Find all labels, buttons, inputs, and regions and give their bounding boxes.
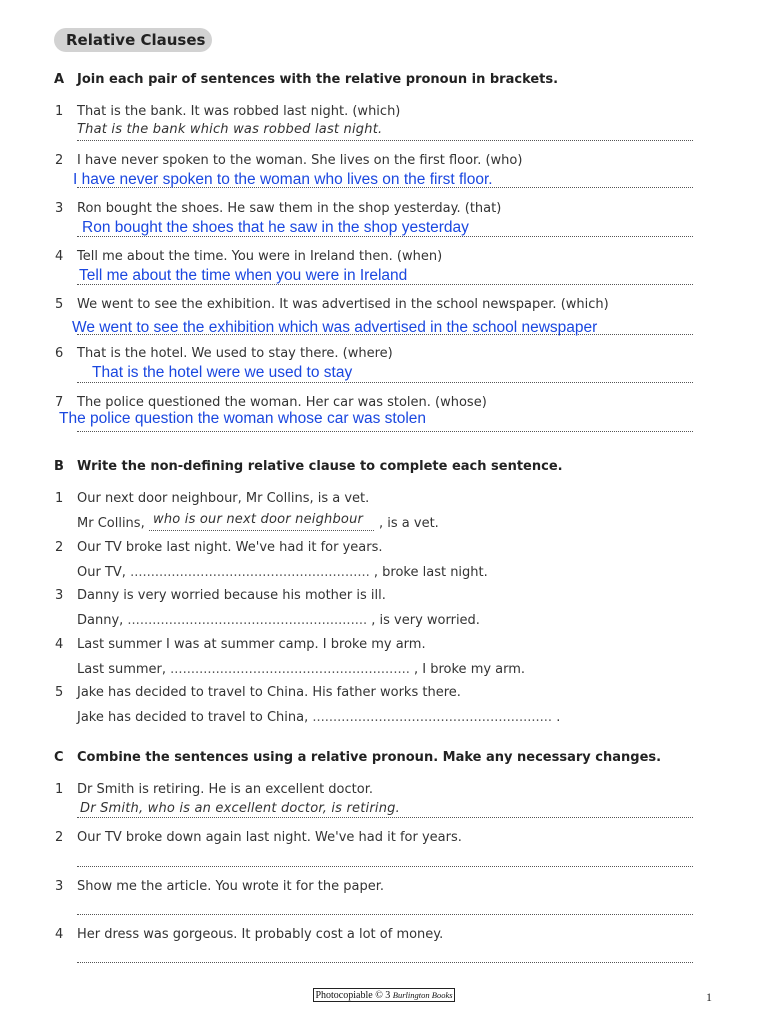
- a7-answer[interactable]: The police question the woman whose car was stolen: [59, 410, 427, 427]
- footer-copyright: © 3: [375, 990, 391, 1001]
- b2-number: 2: [55, 540, 64, 555]
- c2-answer-line[interactable]: [77, 866, 693, 867]
- b5-number: 5: [55, 685, 64, 700]
- a2-number: 2: [55, 153, 64, 168]
- c4-answer-line[interactable]: [77, 962, 693, 963]
- section-c-instruction: Combine the sentences using a relative pronoun. Make any necessary changes.: [77, 750, 662, 765]
- c1-answer[interactable]: Dr Smith, who is an excellent doctor, is retiring.: [80, 801, 400, 816]
- a1-question: That is the bank. It was robbed last night. (which): [77, 104, 401, 119]
- a5-question: We went to see the exhibition. It was advertised in the school newspaper. (which): [77, 297, 609, 312]
- b5-prefix: Jake has decided to travel to China,: [77, 710, 309, 725]
- section-b-instruction: Write the non-defining relative clause to complete each sentence.: [77, 459, 563, 474]
- a3-question: Ron bought the shoes. He saw them in the shop yesterday. (that): [77, 201, 502, 216]
- page-number: 1: [706, 990, 712, 1004]
- b3-prefix: Danny,: [77, 613, 124, 628]
- b1-prefix: Mr Collins,: [77, 516, 145, 531]
- b2-prefix: Our TV,: [77, 565, 126, 580]
- a1-number: 1: [55, 104, 64, 119]
- b3-question: Danny is very worried because his mother is ill.: [77, 588, 386, 603]
- a3-number: 3: [55, 201, 64, 216]
- b3-number: 3: [55, 588, 64, 603]
- a7-question: The police questioned the woman. Her car was stolen. (whose): [77, 395, 487, 410]
- section-c-letter: C: [54, 750, 64, 765]
- a7-answer-line: [77, 431, 693, 432]
- a4-question: Tell me about the time. You were in Ireland then. (when): [77, 249, 443, 264]
- a4-answer[interactable]: Tell me about the time when you were in Ireland: [79, 267, 408, 284]
- b4-number: 4: [55, 637, 64, 652]
- a5-number: 5: [55, 297, 64, 312]
- b5-suffix: .: [556, 710, 561, 725]
- section-a-instruction: Join each pair of sentences with the relative pronoun in brackets.: [77, 72, 559, 87]
- a2-question: I have never spoken to the woman. She lives on the first floor. (who): [77, 153, 523, 168]
- b1-answer[interactable]: who is our next door neighbour: [153, 512, 364, 527]
- c4-question: Her dress was gorgeous. It probably cost a lot of money.: [77, 927, 444, 942]
- a5-answer[interactable]: We went to see the exhibition which was advertised in the school newspaper: [72, 319, 598, 336]
- b1-question: Our next door neighbour, Mr Collins, is a vet.: [77, 491, 370, 506]
- b2-answer-dots[interactable]: ..........................................................: [130, 565, 370, 580]
- a7-number: 7: [55, 395, 64, 410]
- a3-answer[interactable]: Ron bought the shoes that he saw in the shop yesterday: [82, 219, 469, 236]
- b4-answer-dots[interactable]: ..........................................................: [170, 662, 410, 677]
- footer-photocopiable: Photocopiable: [315, 990, 373, 1001]
- b2-fill-line: [77, 565, 488, 580]
- c3-answer-line[interactable]: [77, 914, 693, 915]
- b3-answer-dots[interactable]: ..........................................................: [127, 613, 368, 628]
- c1-number: 1: [55, 782, 64, 797]
- b2-question: Our TV broke last night. We've had it for years.: [77, 540, 383, 555]
- c4-number: 4: [55, 927, 64, 942]
- c3-question: Show me the article. You wrote it for the paper.: [77, 879, 384, 894]
- section-a-letter: A: [54, 72, 65, 87]
- a6-answer-line: [77, 382, 693, 383]
- a6-number: 6: [55, 346, 64, 361]
- b4-prefix: Last summer,: [77, 662, 167, 677]
- a2-answer[interactable]: I have never spoken to the woman who lives on the first floor.: [73, 171, 493, 188]
- b5-fill-line: [77, 710, 560, 725]
- section-b-letter: B: [54, 459, 64, 474]
- worksheet-title: Relative Clauses: [54, 28, 212, 52]
- b1-number: 1: [55, 491, 64, 506]
- b5-answer-dots[interactable]: ..........................................................: [312, 710, 553, 725]
- b4-fill-line: [77, 662, 525, 677]
- a4-number: 4: [55, 249, 64, 264]
- b4-suffix: , I broke my arm.: [414, 662, 526, 677]
- a1-answer[interactable]: That is the bank which was robbed last night.: [77, 122, 383, 137]
- c3-number: 3: [55, 879, 64, 894]
- b4-question: Last summer I was at summer camp. I broke my arm.: [77, 637, 426, 652]
- b3-fill-line: [77, 613, 480, 628]
- c1-answer-line: [77, 817, 693, 818]
- b1-answer-line: [149, 530, 374, 531]
- a6-question: That is the hotel. We used to stay there. (where): [77, 346, 393, 361]
- footer-publisher: Burlington Books: [392, 990, 453, 1000]
- b5-question: Jake has decided to travel to China. His father works there.: [77, 685, 461, 700]
- b3-suffix: , is very worried.: [371, 613, 480, 628]
- a1-answer-line: [77, 140, 693, 141]
- b1-suffix: , is a vet.: [379, 516, 439, 531]
- c1-question: Dr Smith is retiring. He is an excellent doctor.: [77, 782, 373, 797]
- c2-question: Our TV broke down again last night. We've had it for years.: [77, 830, 462, 845]
- a6-answer[interactable]: That is the hotel were we used to stay: [92, 364, 353, 381]
- b2-suffix: , broke last night.: [373, 565, 488, 580]
- footer-photocopiable-box: [313, 988, 455, 1002]
- c2-number: 2: [55, 830, 64, 845]
